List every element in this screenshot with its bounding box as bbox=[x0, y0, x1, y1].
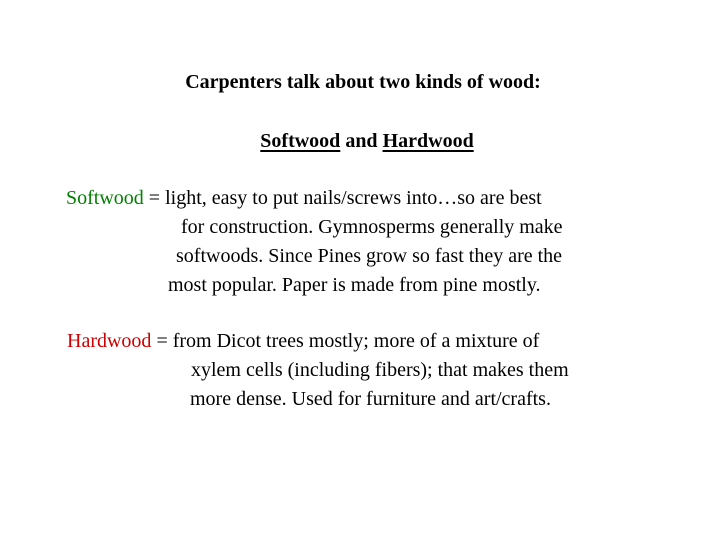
subtitle-term-hardwood: Hardwood bbox=[382, 130, 474, 152]
slide-subtitle bbox=[7, 129, 720, 153]
subtitle-term-softwood: Softwood bbox=[260, 130, 341, 152]
softwood-line-2: for construction. Gymnosperms generally make bbox=[181, 216, 563, 238]
hardwood-term: Hardwood bbox=[67, 330, 152, 352]
slide-title: Carpenters talk about two kinds of wood: bbox=[185, 71, 541, 93]
softwood-line-4: most popular. Paper is made from pine mostly. bbox=[168, 274, 541, 296]
hardwood-line-2: xylem cells (including fibers); that makes them bbox=[191, 359, 569, 381]
hardwood-line-1 bbox=[0, 327, 720, 356]
softwood-term: Softwood bbox=[66, 187, 144, 209]
subtitle-connector: and bbox=[340, 130, 383, 152]
softwood-text-1: = light, easy to put nails/screws into…so are best bbox=[143, 187, 542, 209]
softwood-line-1 bbox=[0, 184, 720, 213]
softwood-line-3: softwoods. Since Pines grow so fast they are the bbox=[176, 245, 563, 267]
hardwood-line-3: more dense. Used for furniture and art/crafts. bbox=[190, 388, 551, 410]
hardwood-definition bbox=[0, 327, 720, 414]
softwood-definition bbox=[0, 184, 720, 300]
hardwood-text-1: = from Dicot trees mostly; more of a mixture of bbox=[151, 330, 540, 352]
